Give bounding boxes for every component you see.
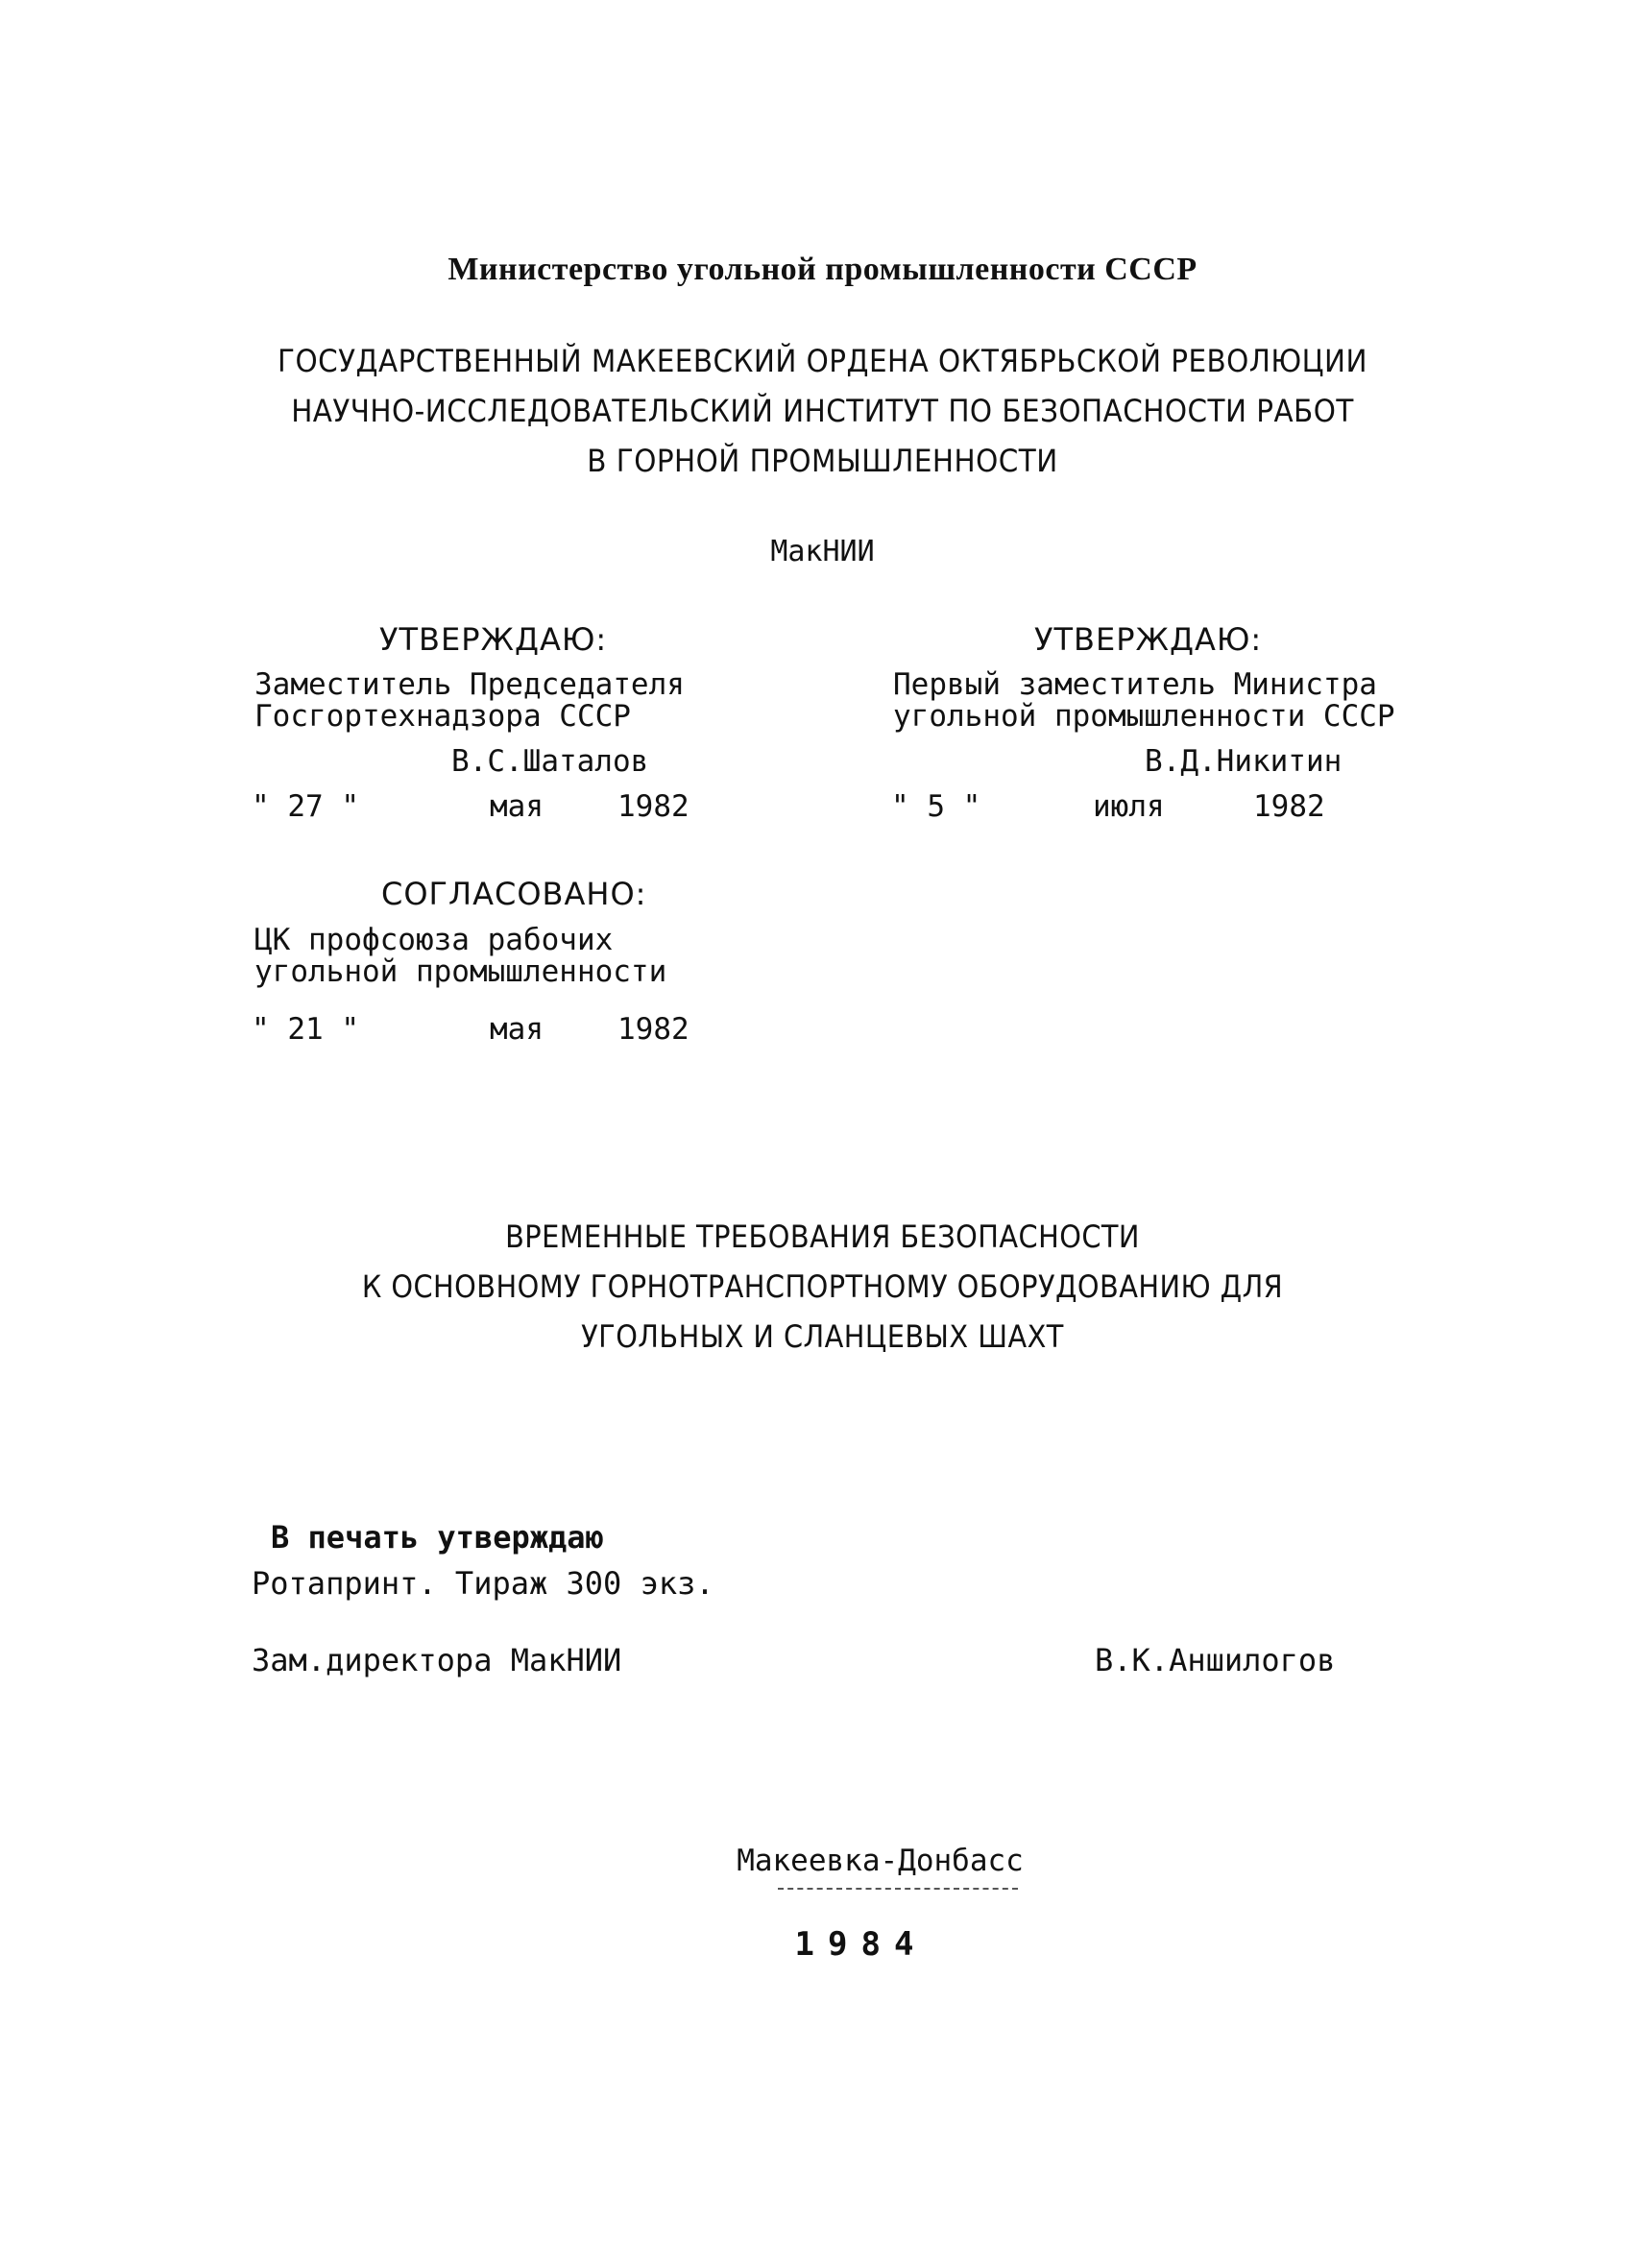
approval-left-position-line-2: Госгортехнадзора СССР xyxy=(254,699,631,734)
document-title xyxy=(83,1212,1563,1362)
approval-left-day: " 27 " xyxy=(252,789,359,824)
approval-left-heading: УТВЕРЖДАЮ: xyxy=(379,621,608,658)
document-title-line-2: К ОСНОВНОМУ ГОРНОТРАНСПОРТНОМУ ОБОРУДОВАНИЮ ДЛЯ xyxy=(361,1268,1284,1305)
approval-right-year: 1982 xyxy=(1253,789,1325,824)
agreed-line-2: угольной промышленности xyxy=(254,954,667,989)
approval-right-day: " 5 " xyxy=(891,789,981,824)
agreed-day: " 21 " xyxy=(252,1012,359,1047)
approval-left-position-line-1: Заместитель Председателя xyxy=(254,667,685,702)
approval-right-name: В.Д.Никитин xyxy=(1145,744,1343,779)
publication-year: 1984 xyxy=(794,1925,928,1964)
agreed-year: 1982 xyxy=(617,1012,689,1047)
signatory-position: Зам.директора МакНИИ xyxy=(252,1642,622,1678)
print-approval-label: В печать утверждаю xyxy=(271,1519,604,1556)
signatory-name: В.К.Аншилогов xyxy=(1095,1642,1336,1678)
approval-right-heading: УТВЕРЖДАЮ: xyxy=(1034,621,1263,658)
institute-line-3: В ГОРНОЙ ПРОМЫШЛЕННОСТИ xyxy=(587,443,1058,479)
agreed-heading: СОГЛАСОВАНО: xyxy=(381,876,647,912)
agreed-month: мая xyxy=(490,1012,544,1047)
document-title-line-3: УГОЛЬНЫХ И СЛАНЦЕВЫХ ШАХТ xyxy=(581,1318,1064,1355)
place-underline xyxy=(778,1888,1018,1890)
approval-right-position-line-2: угольной промышленности СССР xyxy=(893,699,1395,734)
institute-line-2: НАУЧНО-ИССЛЕДОВАТЕЛЬСКИЙ ИНСТИТУТ ПО БЕЗОПАСНОСТИ РАБОТ xyxy=(291,393,1354,429)
publication-place: Макеевка-Донбасс xyxy=(737,1844,1024,1878)
approval-left-name: В.С.Шаталов xyxy=(451,744,649,779)
document-title-line-1: ВРЕМЕННЫЕ ТРЕБОВАНИЯ БЕЗОПАСНОСТИ xyxy=(505,1218,1140,1255)
rotaprint-info: Ротапринт. Тираж 300 экз. xyxy=(252,1565,714,1602)
approval-left-year: 1982 xyxy=(617,789,689,824)
approval-right-month: июля xyxy=(1093,789,1165,824)
institute-abbreviation: МакНИИ xyxy=(770,535,875,568)
approval-left-month: мая xyxy=(490,789,544,824)
ministry-name: Министерство угольной промышленности СССР xyxy=(448,252,1197,287)
approval-right-position-line-1: Первый заместитель Министра xyxy=(893,667,1377,702)
institute-line-1: ГОСУДАРСТВЕННЫЙ МАКЕЕВСКИЙ ОРДЕНА ОКТЯБРЬСКОЙ РЕВОЛЮЦИИ xyxy=(278,343,1367,379)
agreed-line-1: ЦК профсоюза рабочих xyxy=(254,923,614,957)
institute-name xyxy=(66,336,1580,486)
